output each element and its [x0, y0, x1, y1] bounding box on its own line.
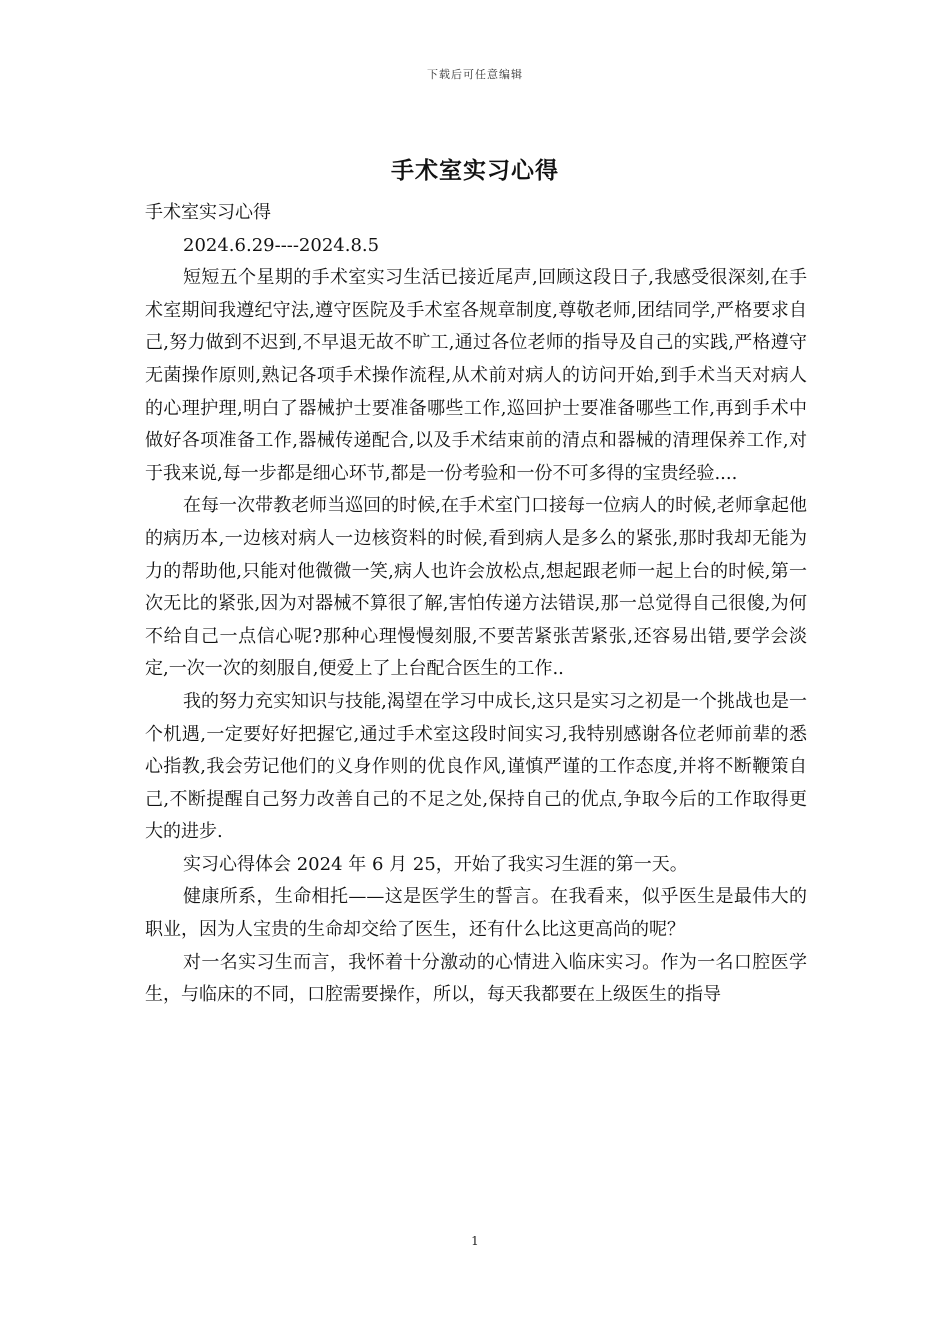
page-number: 1	[471, 1234, 479, 1248]
paragraph: 健康所系，生命相托——这是医学生的誓言。在我看来，似乎医生是最伟大的职业，因为人宝贵的生命却交给了医生，还有什么比这更高尚的呢？	[145, 886, 807, 941]
document-body	[145, 197, 807, 1012]
paragraph: 短短五个星期的手术室实习生活已接近尾声,回顾这段日子,我感受很深刻,在手术室期间我遵纪守法,遵守医院及手术室各规章制度,尊敬老师,团结同学,严格要求自己,努力做到不迟到,不早退无故不旷工,通过各位老师的指导及自己的实践,严格遵守无菌操作原则,熟记各项手术操作流程,从术前对病人的访问开始,到手术当天对病人的心理护理,明白了器械护士要准备哪些工作,巡回护士要准备哪些工作,再到手术中做好各项准备工作,器械传递配合,以及手术结束前的清点和器械的清理保养工作,对于我来说,每一步都是细心环节,都是一份考验和一份不可多得的宝贵经验....	[145, 267, 807, 484]
paragraph: 在每一次带教老师当巡回的时候,在手术室门口接每一位病人的时候,老师拿起他的病历本,一边核对病人一边核资料的时候,看到病人是多么的紧张,那时我却无能为力的帮助他,只能对他微微一笑,病人也许会放松点,想起跟老师一起上台的时候,第一次无比的紧张,因为对器械不算很了解,害怕传递方法错误,那一总觉得自己很傻,为何不给自己一点信心呢?那种心理慢慢刻服,不要苦紧张苦紧张,还容易出错,要学会淡定,一次一次的刻服自,便爱上了上台配合医生的工作..	[145, 495, 807, 680]
document-title: 手术室实习心得	[391, 157, 559, 184]
paragraph: 对一名实习生而言，我怀着十分激动的心情进入临床实习。作为一名口腔医学生，与临床的不同，口腔需要操作，所以，每天我都要在上级医生的指导	[145, 951, 807, 1006]
document-subtitle: 手术室实习心得	[145, 202, 271, 223]
date-range: 2024.6.29----2024.8.5	[183, 234, 380, 256]
page-header: 下载后可任意编辑	[427, 68, 523, 81]
paragraph: 实习心得体会 2024 年 6 月 25，开始了我实习生涯的第一天。	[183, 853, 688, 875]
paragraph: 我的努力充实知识与技能,渴望在学习中成长,这只是实习之初是一个挑战也是一个机遇,一定要好好把握它,通过手术室这段时间实习,我特别感谢各位老师前辈的悉心指教,我会劳记他们的义身作则的优良作风,谨慎严谨的工作态度,并将不断鞭策自己,不断提醒自己努力改善自己的不足之处,保持自己的优点,争取今后的工作取得更大的进步.	[145, 690, 807, 843]
